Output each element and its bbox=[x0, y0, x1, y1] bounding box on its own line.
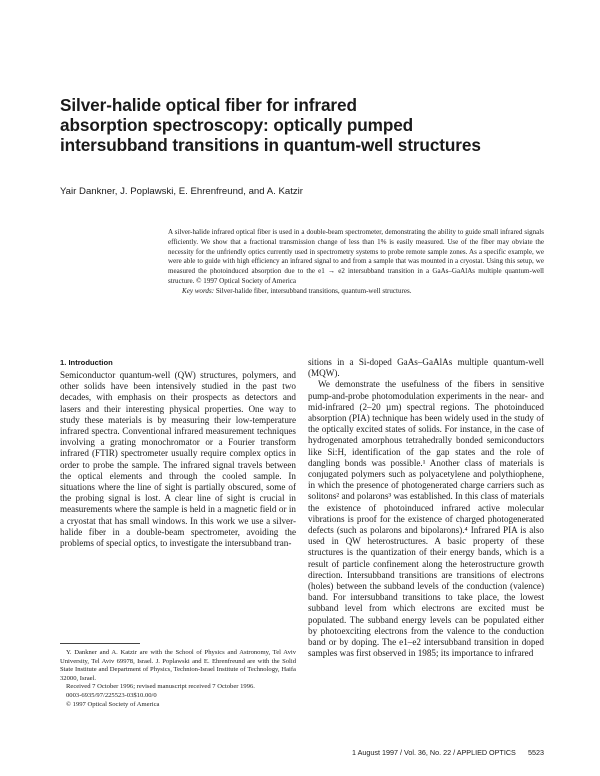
title-line: absorption spectroscopy: optically pumped bbox=[60, 115, 414, 135]
footnote-received: Received 7 October 1996; revised manuscript received 7 October 1996. bbox=[66, 683, 255, 691]
author-footnote bbox=[60, 649, 296, 709]
keywords-label: Key words: bbox=[182, 286, 215, 295]
paragraph: We demonstrate the usefulness of the fibers in sensitive pump-and-probe photomodulation experiments in the near- and mid-infrared (2–20 µm) spectral regions. The photoinduced absorption (PIA) technique has been widely used in the study of the optically excited states of solids. For instance, in the case of hydrogenated amorphous tetrahedrally bonded semiconductors like Si:H, identification of the gap states and the role of dangling bonds was possible.¹ Another class of materials is conjugated polymers such as polyacetylene and polythiophene, in which the presence of photogenerated charge carriers such as solitons² and polarons³ was established. In this class of materials the existence of photoinduced infrared active molecular vibrations is proof for the existence of charged photogenerated defects (such as polarons and bipolarons).⁴ Infrared PIA is also used in QW heterostructures. A basic property of these structures is the quantization of their energy bands, which is a result of particle confinement along the heterostructure growth direction. Intersubband transitions are transitions of electrons (holes) between the subband levels of the conduction (valence) band. For intersubband transitions to take place, the lowest subband level from which electrons are excited must be populated. The subband energy levels can be populated either by photoexciting electrons from the valence to the conduction band or by doping. The e1–e2 intersubband transition in doped samples was first observed in 1985; its importance to infrared bbox=[308, 379, 544, 659]
abstract-text: A silver-halide infrared optical fiber is used in a double-beam spectrometer, demonstrating the ability to guide small infrared signals efficiently. We show that a fractional transmission change of less than 1% is easily measured. Use of the fiber may obviate the necessity for the unfriendly optics currently used in spectrometry systems to probe remote sample zones. As a specific example, we were able to guide with high efficiency an infrared signal to and from a sample that was mounted in a cryostat. Using this setup, we measured the photoinduced absorption due to the e1 → e2 intersubband transition in a GaAs–GaAlAs multiple quantum-well structure. © 1997 Optical Society of America bbox=[168, 228, 544, 285]
footnote-affiliations: Y. Dankner and A. Katzir are with the School of Physics and Astronomy, Tel Aviv University, Tel Aviv 69978, Israel. J. Poplawski and E. Ehrenfreund are with the Solid State Institute and Department of Physics, Technion-Israel Institute of Technology, Haifa 32000, Israel. bbox=[60, 649, 296, 682]
left-column bbox=[60, 357, 296, 549]
abstract bbox=[168, 228, 544, 296]
keywords bbox=[168, 287, 544, 297]
footnote-divider bbox=[60, 643, 140, 644]
author-list: Yair Dankner, J. Poplawski, E. Ehrenfreund, and A. Katzir bbox=[60, 186, 303, 197]
footnote-code: 0003-6935/97/225523-03$10.00/0 bbox=[66, 691, 157, 699]
journal-citation: 1 August 1997 / Vol. 36, No. 22 / APPLIED OPTICS bbox=[352, 748, 516, 757]
footnote-copyright: © 1997 Optical Society of America bbox=[66, 700, 160, 708]
article-title bbox=[60, 95, 530, 155]
page-number: 5523 bbox=[528, 748, 544, 757]
title-line: Silver-halide optical fiber for infrared bbox=[60, 95, 357, 115]
paragraph: sitions in a Si-doped GaAs–GaAlAs multiple quantum-well (MQW). bbox=[308, 357, 544, 379]
section-heading: 1. Introduction bbox=[60, 358, 113, 367]
paragraph: Semiconductor quantum-well (QW) structures, polymers, and other solids have been intensively studied in the past two decades, with emphasis on their prospects as detectors and lasers and their interesting physical properties. One way to study these materials is by measuring their low-temperature infrared spectra. Conventional infrared measurement techniques involving a grating monochromator or a Fourier transform infrared (FTIR) spectrometer usually require complex optics in order to probe the sample. The infrared signal travels between the optical elements and through the cooled sample. In situations where the line of sight is partially obscured, some of the probing signal is lost. A clear line of sight is crucial in measurements where the sample is held in a magnetic field or in a cryostat that has small windows. In this work we use a silver-halide fiber in a double-beam spectrometer, avoiding the problems of special optics, to investigate the intersubband tran- bbox=[60, 370, 296, 549]
running-footer bbox=[352, 748, 544, 757]
title-line: intersubband transitions in quantum-well structures bbox=[60, 135, 481, 155]
keywords-text: Silver-halide fiber, intersubband transitions, quantum-well structures. bbox=[215, 286, 412, 295]
right-column bbox=[308, 357, 544, 659]
